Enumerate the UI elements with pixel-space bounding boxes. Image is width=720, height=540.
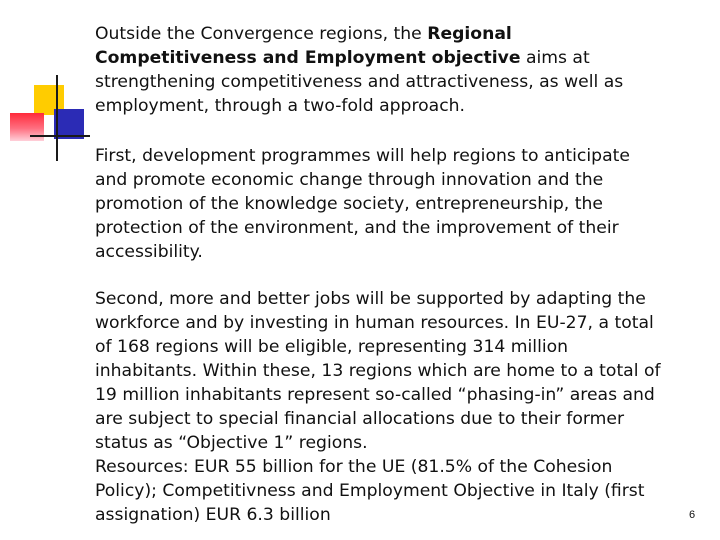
logo-vertical-line — [56, 75, 58, 161]
paragraph-development-programmes: First, development programmes will help regions to anticipate and promote economic change through innovation and the promotion of the knowledge society, entrepreneurship, the protection of the environment, and the improvement of their accessibility. — [95, 146, 630, 262]
paragraph-jobs-and-resources: Second, more and better jobs will be supported by adapting the workforce and by investing in human resources. In EU-27, a total of 168 regions will be eligible, representing 314 million inhabitants. Within these, 13 regions which are home to a total of 19 million inhabitants represent so-called “phasing-in” areas and are subject to special financial allocations due to their former status as “Objective 1” regions. Resources: EUR 55 billion for the UE (81.5% of the Cohesion Policy); Competitivness and Employment Objective in Italy (first assignation) EUR 6.3 billion — [95, 289, 661, 525]
logo-horizontal-line — [30, 135, 90, 137]
slide-logo — [8, 75, 94, 161]
paragraph-rest: aims at strengthening competitiveness and attractiveness, as well as employment, through a two-fold approach. — [95, 48, 624, 116]
paragraph-intro: Outside the Convergence regions, the — [95, 24, 428, 44]
page-number: 6 — [689, 509, 696, 521]
paragraph-regional-objective — [95, 22, 695, 118]
objective-name: Regional Competitiveness and Employment objective — [95, 24, 521, 68]
